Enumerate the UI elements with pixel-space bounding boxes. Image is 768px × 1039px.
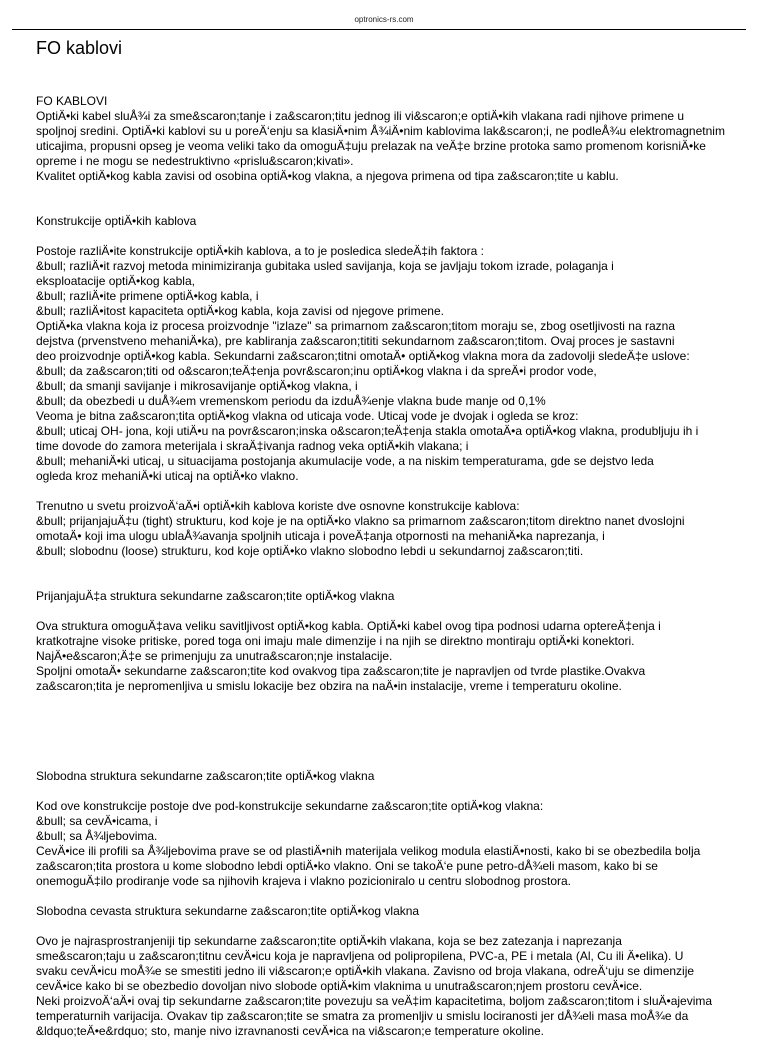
text-line: ogleda kroz mehaniÄ•ki uticaj na optiÄ•ko vlakno. — [36, 469, 299, 483]
text-line: dejstva (prvenstveno mehaniÄ•ka), pre kabliranja za&scaron;tititi sekundarnom za&scaron;titom. Ovaj proces je sastavni — [36, 334, 675, 348]
text-line: eksploatacije optiÄ•kog kabla, — [36, 274, 195, 288]
document-section — [36, 589, 768, 694]
text-line: OptiÄ•ka vlakna koja iz procesa proizvodnje "izlaze" sa primarnom za&scaron;titom moraju se, zbog osetljivosti na razna — [36, 319, 676, 333]
text-line: Neki proizvoÄ‘aÄ•i ovaj tip sekundarne za&scaron;tite povezuju sa veÄ‡im kapacitetima, boljom za&scaron;titom i sluÄ•ajevima — [36, 994, 713, 1008]
document-body — [36, 94, 768, 1039]
text-line: &bull; uticaj OH- jona, koji utiÄ•u na povr&scaron;inska o&scaron;teÄ‡enja stakla omotaÄ•a optiÄ•kog vlakna, produbljuju ih i — [36, 424, 699, 438]
document-section — [36, 904, 768, 1039]
text-line: &bull; da smanji savijanje i mikrosavijanje optiÄ•kog vlakna, i — [36, 379, 358, 393]
text-line: &bull; razliÄ•ite primene optiÄ•kog kabla, i — [36, 289, 259, 303]
text-line: &bull; sa cevÄ•icama, i — [36, 814, 158, 828]
text-line: sme&scaron;taju u za&scaron;titnu cevÄ•icu koja je napravljena od polipropilena, PVC-a, PE i metala (Al, Cu ili Ä•elika). U — [36, 949, 684, 963]
text-line — [36, 784, 768, 799]
text-line: temperaturnih varijacija. Ovakav tip za&scaron;tite se smatra za promenljiv u smislu lociranosti jer dÅ¾eli masa moÅ¾e da — [36, 1009, 689, 1023]
text-line: &bull; razliÄ•it razvoj metoda minimiziranja gubitaka usled savijanja, koja se javljaju tokom izrade, polaganja i — [36, 259, 614, 273]
text-line: svaku cevÄ•icu moÅ¾e se smestiti jedno ili vi&scaron;e optiÄ•kih vlakana. Zavisno od broja vlakana, odreÄ‘uju se dimenzije — [36, 964, 695, 978]
text-line: omotaÄ• koji ima ulogu ublaÅ¾avanja spoljnih uticaja i poveÄ‡anja otpornosti na mehaniÄ•ka naprezanja, i — [36, 529, 605, 543]
text-line: Ovo je najrasprostranjeniji tip sekundarne za&scaron;tite optiÄ•kih vlakana, koja se bez zatezanja i naprezanja — [36, 934, 622, 948]
text-line: za&scaron;tita je nepromenljiva u smislu lokacije bez obzira na naÄ•in instalacije, vreme i temperaturu okoline. — [36, 679, 622, 693]
text-line: OptiÄ•ki kabel sluÅ¾i za sme&scaron;tanje i za&scaron;titu jednog ili vi&scaron;e optiÄ•kih vlakana radi njihove primene u — [36, 109, 685, 123]
text-line: Spoljni omotaÄ• sekundarne za&scaron;tite kod ovakvog tipa za&scaron;tite je napravljen od tvrde plastike.Ovakva — [36, 664, 646, 678]
text-line: deo proizvodnje optiÄ•kog kabla. Sekundarni za&scaron;titni omotaÄ• optiÄ•kog vlakna mora da zadovolji sledeÄ‡e uslove: — [36, 349, 690, 363]
text-line — [36, 604, 768, 619]
text-line: Ova struktura omoguÄ‡ava veliku savitljivost optiÄ•kog kabla. OptiÄ•ki kabel ovog tipa podnosi udarna optereÄ‡enja i — [36, 619, 661, 633]
text-line — [36, 919, 768, 934]
text-line: &ldquo;teÄ•e&rdquo; sto, manje nivo izravnanosti cevÄ•ica na vi&scaron;e temperature okoline. — [36, 1024, 545, 1038]
text-line: FO KABLOVI — [36, 94, 108, 108]
text-line: &bull; sa Å¾ljebovima. — [36, 829, 158, 843]
text-line: Kvalitet optiÄ•kog kabla zavisi od osobina optiÄ•kog vlakna, a njegova primena od tipa za&scaron;tite u kablu. — [36, 169, 619, 183]
text-line: &bull; da za&scaron;titi od o&scaron;teÄ‡enja povr&scaron;inu optiÄ•kog vlakna i da spreÄ•i prodor vode, — [36, 364, 597, 378]
text-line: kratkotrajne visoke pritiske, pored toga oni imaju male dimenzije i na njih se direktno montiraju optiÄ•ki konektori. — [36, 634, 635, 648]
section-heading: PrijanjajuÄ‡a struktura sekundarne za&scaron;tite optiÄ•kog vlakna — [36, 589, 395, 603]
document-section — [36, 214, 768, 559]
text-line: Trenutno u svetu proizvoÄ‘aÄ•i optiÄ•kih kablova koriste dve osnovne konstrukcije kablova: — [36, 499, 520, 513]
document-section — [36, 94, 768, 184]
text-line: Kod ove konstrukcije postoje dve pod-konstrukcije sekundarne za&scaron;tite optiÄ•kog vlakna: — [36, 799, 544, 813]
text-line: &bull; mehaniÄ•ki uticaj, u situacijama postojanja akumulacije vode, a na niskim temperaturama, gde se dejstvo leda — [36, 454, 654, 468]
page-title: FO kablovi — [36, 38, 123, 58]
text-line: Postoje razliÄ•ite konstrukcije optiÄ•kih kablova, a to je posledica sledeÄ‡ih faktora : — [36, 244, 484, 258]
text-line: &bull; razliÄ•itost kapaciteta optiÄ•kog kabla, koja zavisi od njegove primene. — [36, 304, 444, 318]
text-line: time dovode do zamora meterijala i skraÄ‡ivanja radnog veka optiÄ•kih vlakana; i — [36, 439, 469, 453]
text-line: opreme i ne mogu se nedestruktivno «prislu&scaron;kivati». — [36, 154, 354, 168]
text-line: NajÄ•e&scaron;Ä‡e se primenjuju za unutra&scaron;nje instalacije. — [36, 649, 393, 663]
text-line: Veoma je bitna za&scaron;tita optiÄ•kog vlakna od uticaja vode. Uticaj vode je dvojak i ogleda se kroz: — [36, 409, 579, 423]
text-line: CevÄ•ice ili profili sa Å¾ljebovima prave se od plastiÄ•nih materijala velikog modula elastiÄ•nosti, kako bi se obezbedila bolja — [36, 844, 701, 858]
text-line: za&scaron;tita prostora u kome slobodno lebdi optiÄ•ko vlakno. Oni se takoÄ‘e pune petro-dÅ¾eli masom, kako bi se — [36, 859, 658, 873]
text-line: cevÄ•ice kako bi se obezbedio dovoljan nivo slobode optiÄ•kim vlaknima u unutra&scaron;njem prostoru cevÄ•ice. — [36, 979, 643, 993]
text-line — [36, 229, 768, 244]
section-heading: Konstrukcije optiÄ•kih kablova — [36, 214, 197, 228]
text-line: uticajima, propusni opseg je veoma veliki tako da omoguÄ‡uju prelazak na veÄ‡e brzine protoka samo promenom korisniÄ•ke — [36, 139, 706, 153]
text-line — [36, 484, 768, 499]
site-url: optronics-rs.com — [354, 15, 414, 24]
text-line: &bull; slobodnu (loose) strukturu, kod koje optiÄ•ko vlakno slobodno lebdi u sekundarnoj za&scaron;titi. — [36, 544, 584, 558]
section-heading: Slobodna cevasta struktura sekundarne za&scaron;tite optiÄ•kog vlakna — [36, 904, 420, 918]
text-line: &bull; prijanjajuÄ‡u (tight) strukturu, kod koje je na optiÄ•ko vlakno sa primarnom za&scaron;titom direktno nanet dvoslojni — [36, 514, 685, 528]
text-line: &bull; da obezbedi u duÅ¾em vremenskom periodu da izduÅ¾enje vlakna bude manje od 0,1% — [36, 394, 546, 408]
section-heading: Slobodna struktura sekundarne za&scaron;tite optiÄ•kog vlakna — [36, 769, 375, 783]
text-line: spoljnoj sredini. OptiÄ•ki kablovi su u poreÄ‘enju sa klasiÄ•nim Å¾iÄ•nim kablovima lak&scaron;i, ne podleÅ¾u elektromagnetnim — [36, 124, 725, 138]
text-line: onemoguÄ‡ilo prodiranje vode sa njihovih krajeva i vlakno pozicioniralo u centru slobodnog prostora. — [36, 874, 571, 888]
header-divider — [12, 29, 746, 30]
document-section — [36, 769, 768, 889]
